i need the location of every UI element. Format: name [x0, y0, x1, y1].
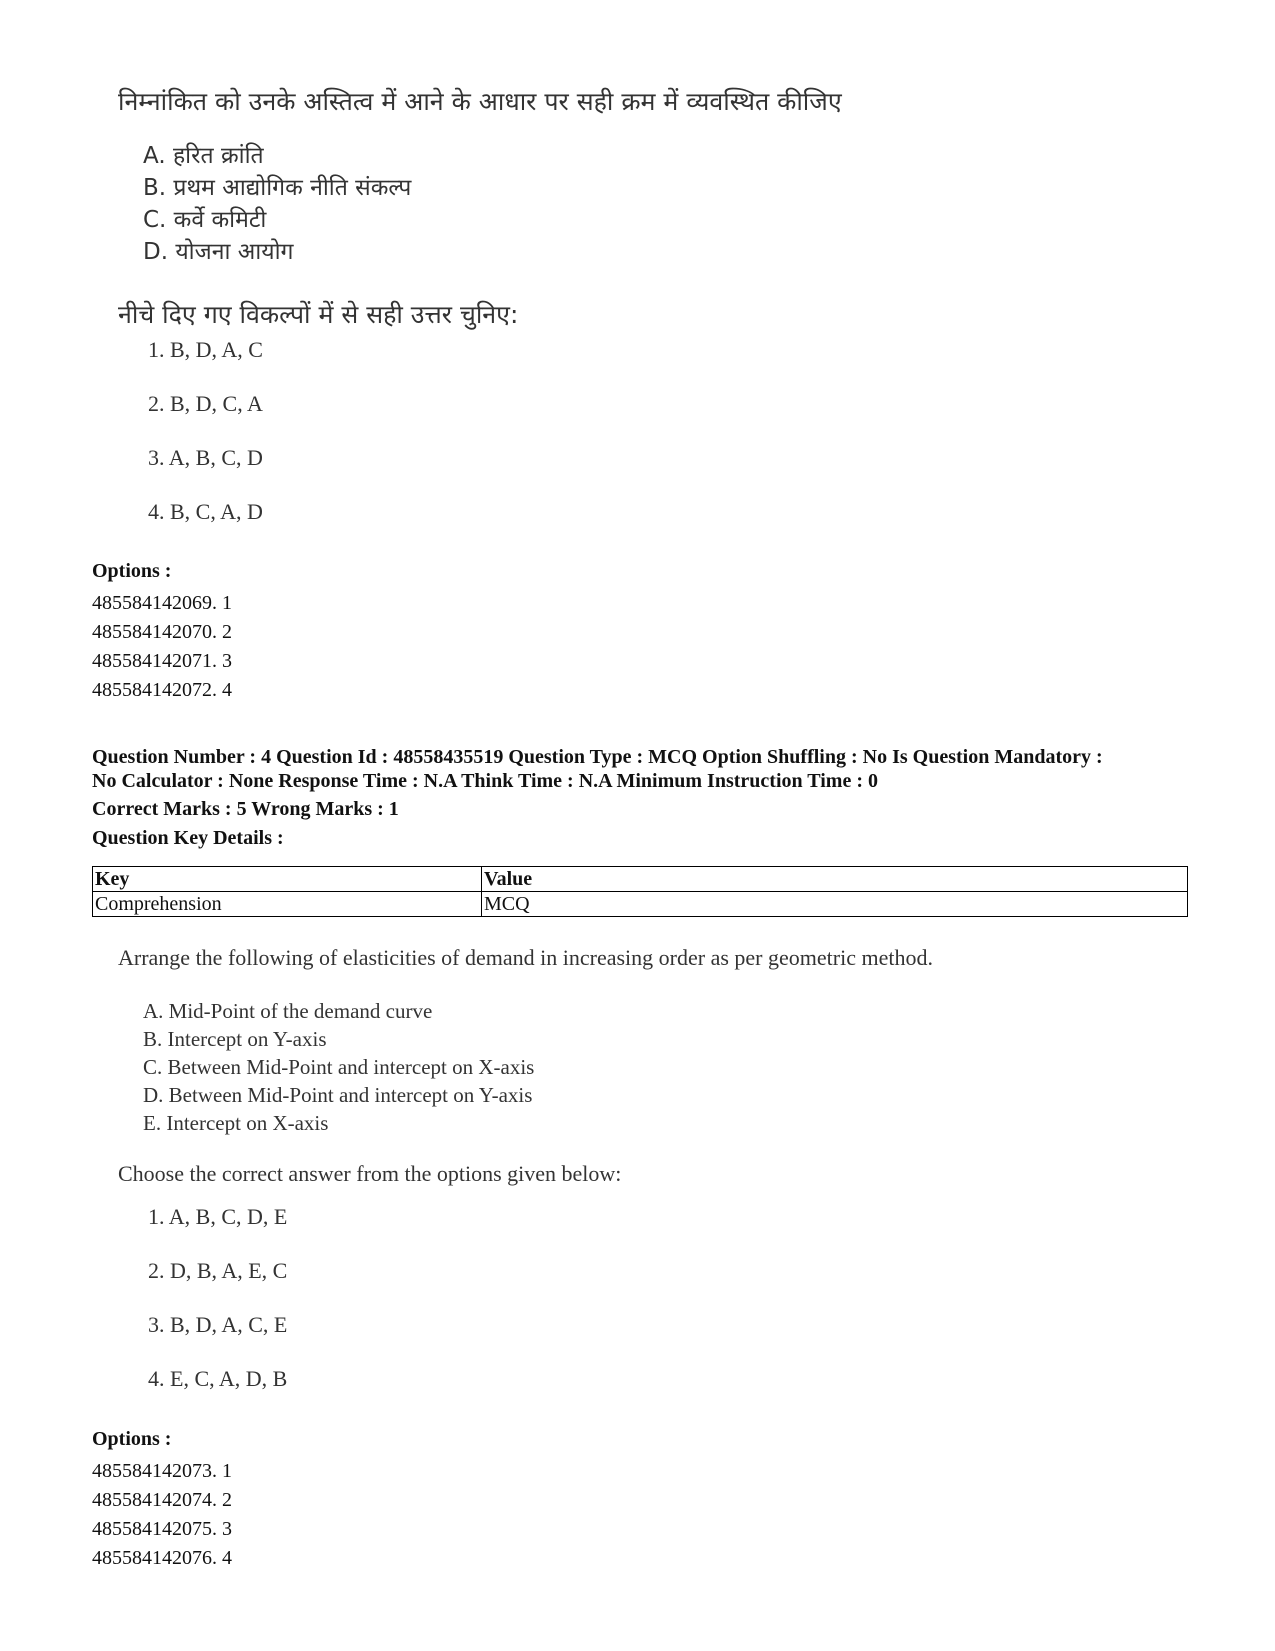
q4-option-id: 485584142074. 2 — [92, 1489, 232, 1511]
table-header-value: Value — [482, 867, 1188, 892]
q4-question-text: Arrange the following of elasticities of demand in increasing order as per geometric method. — [118, 945, 933, 970]
table-cell-key: Comprehension — [93, 892, 482, 917]
q3-option-id: 485584142071. 3 — [92, 650, 232, 672]
q3-item: B. प्रथम आद्योगिक नीति संकल्प — [143, 175, 412, 201]
q4-item: D. Between Mid-Point and intercept on Y-axis — [143, 1083, 533, 1107]
q4-answer-list — [148, 1202, 287, 1418]
table-cell-value: MCQ — [482, 892, 1188, 917]
q4-option-id: 485584142075. 3 — [92, 1518, 232, 1540]
q3-answer: 2. B, D, C, A — [148, 391, 263, 416]
q4-answer: 1. A, B, C, D, E — [148, 1204, 288, 1229]
q4-item: B. Intercept on Y-axis — [143, 1027, 327, 1051]
q4-item: E. Intercept on X-axis — [143, 1111, 329, 1135]
q4-marks: Correct Marks : 5 Wrong Marks : 1 — [92, 798, 399, 820]
q3-question-text: निम्नांकित को उनके अस्तित्व में आने के आधार पर सही क्रम में व्यवस्थित कीजिए — [118, 87, 842, 116]
q3-options-label: Options : — [92, 560, 172, 582]
q4-item: C. Between Mid-Point and intercept on X-axis — [143, 1055, 535, 1079]
q4-answer: 3. B, D, A, C, E — [148, 1312, 288, 1337]
q4-choose-text: Choose the correct answer from the options given below: — [118, 1161, 622, 1186]
q3-item: A. हरित क्रांति — [143, 143, 264, 169]
q4-meta — [92, 745, 1192, 793]
q4-answer: 4. E, C, A, D, B — [148, 1366, 288, 1391]
q3-answer: 3. A, B, C, D — [148, 445, 263, 470]
q4-key-details-label: Question Key Details : — [92, 827, 284, 849]
q4-option-id: 485584142073. 1 — [92, 1460, 232, 1482]
q4-options-list — [92, 1457, 232, 1573]
q4-key-table — [92, 866, 1188, 917]
q3-option-id: 485584142072. 4 — [92, 679, 232, 701]
q3-item: C. कर्वे कमिटी — [143, 207, 267, 233]
q3-answer-list — [148, 335, 263, 551]
q3-item-list — [143, 140, 411, 268]
q3-answer: 1. B, D, A, C — [148, 337, 263, 362]
q4-meta-line: Question Number : 4 Question Id : 48558435519 Question Type : MCQ Option Shuffling : No Is Question Mandatory : — [92, 746, 1103, 768]
q3-item: D. योजना आयोग — [143, 239, 294, 265]
q4-answer: 2. D, B, A, E, C — [148, 1258, 288, 1283]
q4-meta-line: No Calculator : None Response Time : N.A Think Time : N.A Minimum Instruction Time : 0 — [92, 770, 878, 792]
q4-option-id: 485584142076. 4 — [92, 1547, 232, 1569]
q4-item: A. Mid-Point of the demand curve — [143, 999, 433, 1023]
table-header-row — [93, 867, 1188, 892]
q3-options-list — [92, 589, 232, 705]
q3-option-id: 485584142069. 1 — [92, 592, 232, 614]
table-row — [93, 892, 1188, 917]
q4-item-list — [143, 997, 534, 1137]
q4-options-label: Options : — [92, 1428, 172, 1450]
q3-option-id: 485584142070. 2 — [92, 621, 232, 643]
q3-answer: 4. B, C, A, D — [148, 499, 263, 524]
q3-choose-text: नीचे दिए गए विकल्पों में से सही उत्तर चुनिए: — [118, 300, 519, 329]
table-header-key: Key — [93, 867, 482, 892]
